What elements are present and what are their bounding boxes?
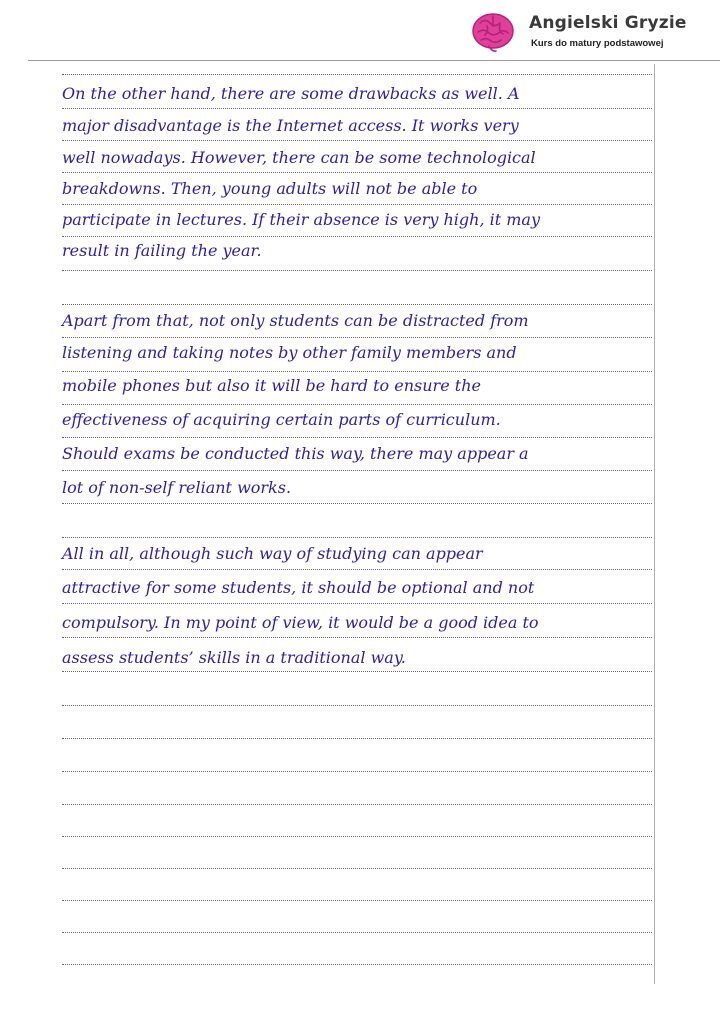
writing-guide-line [62,74,652,75]
essay-line: lot of non-self reliant works. [62,478,292,497]
writing-guide-line [62,470,652,471]
writing-guide-line [62,503,652,504]
essay-line: result in failing the year. [62,241,262,260]
essay-line: major disadvantage is the Internet access. It works very [62,116,519,135]
writing-guide-line [62,108,652,109]
essay-line: effectiveness of acquiring certain parts of curriculum. [62,410,501,429]
writing-guide-line [62,337,652,338]
writing-guide-line [62,868,652,869]
writing-guide-line [62,371,652,372]
essay-line: Should exams be conducted this way, there may appear a [62,444,529,463]
essay-line: compulsory. In my point of view, it would be a good idea to [62,613,539,632]
writing-guide-line [62,304,652,305]
writing-guide-line [62,705,652,706]
writing-guide-line [62,671,652,672]
brand-subtitle: Kurs do matury podstawowej [531,38,664,49]
essay-line: listening and taking notes by other family members and [62,343,517,362]
writing-guide-line [62,900,652,901]
essay-line: assess students’ skills in a traditional way. [62,648,406,667]
essay-line: well nowadays. However, there can be some technological [62,148,536,167]
essay-line: participate in lectures. If their absence is very high, it may [62,210,540,229]
writing-guide-line [62,964,652,965]
brand-title: Angielski Gryzie [529,13,687,33]
essay-line: All in all, although such way of studying can appear [62,544,483,563]
writing-guide-line [62,236,652,237]
writing-guide-line [62,270,652,271]
writing-guide-line [62,637,652,638]
essay-line: On the other hand, there are some drawbacks as well. A [62,84,520,103]
writing-guide-line [62,204,652,205]
writing-guide-line [62,932,652,933]
essay-line: Apart from that, not only students can be distracted from [62,311,529,330]
essay-line: attractive for some students, it should be optional and not [62,578,535,597]
writing-guide-line [62,537,652,538]
writing-guide-line [62,738,652,739]
writing-guide-line [62,569,652,570]
writing-guide-line [62,603,652,604]
writing-guide-line [62,836,652,837]
writing-guide-line [62,771,652,772]
essay-line: breakdowns. Then, young adults will not be able to [62,179,478,198]
writing-guide-line [62,140,652,141]
writing-guide-line [62,172,652,173]
writing-guide-line [62,437,652,438]
writing-guide-line [62,804,652,805]
writing-guide-line [62,404,652,405]
essay-line: mobile phones but also it will be hard to ensure the [62,376,481,395]
